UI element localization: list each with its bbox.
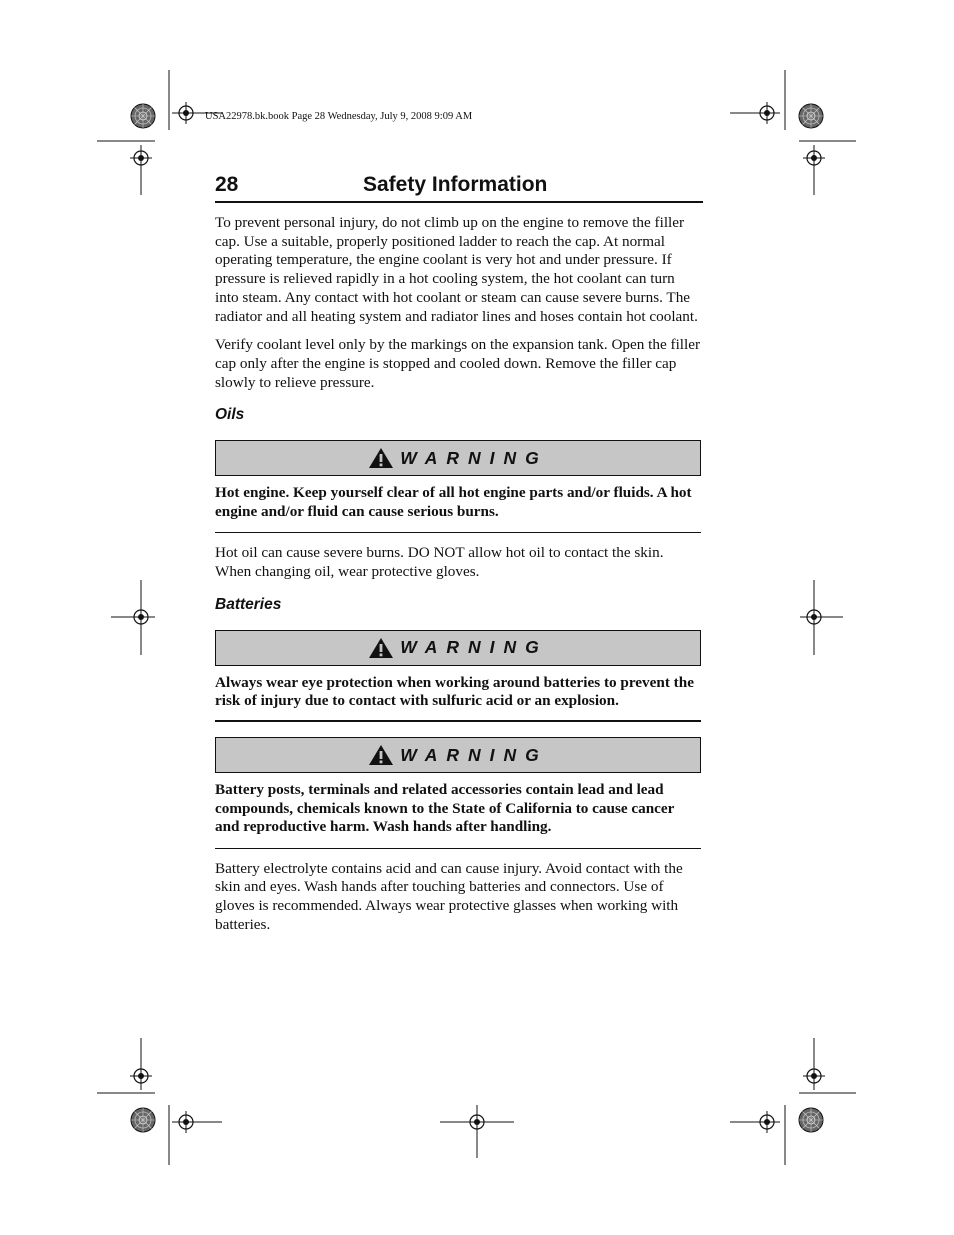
batteries-heading: Batteries — [215, 595, 282, 613]
page-number: 28 — [215, 173, 239, 196]
batteries-paragraph: Battery electrolyte contains acid and can cause injury. Avoid contact with the skin and eyes. Wash hands after touching batteries and connectors. Use of gloves is recommended. Always wear protective glasses when working with batteries. — [215, 859, 683, 933]
warning-label: WARNING — [400, 447, 548, 468]
divider — [215, 720, 701, 722]
warning-triangle-icon — [368, 637, 394, 659]
page-header — [215, 170, 703, 203]
coolant-paragraph-1: To prevent personal injury, do not climb up on the engine to remove the filler cap. Use a suitable, properly positioned ladder to reach the cap. At normal operating temperature, the engine coolant is very hot and under pressure. If pressure is relieved rapidly in a hot cooling system, the hot coolant can turn into steam. Any contact with hot coolant or steam can cause severe burns. The radiator and all heating system and radiator lines and hoses contain hot coolant. — [215, 214, 698, 325]
print-slug: USA22978.bk.book Page 28 Wednesday, July 9, 2008 9:09 AM — [205, 111, 473, 122]
warning-label: WARNING — [400, 637, 548, 658]
warning-triangle-icon — [368, 447, 394, 469]
batteries-warning-text-2: Battery posts, terminals and related accessories contain lead and lead compounds, chemicals known to the State of California to cause cancer and reproductive harm. Wash hands after handling. — [215, 781, 675, 836]
warning-label: WARNING — [400, 744, 548, 765]
batteries-warning-banner-2 — [215, 737, 701, 773]
warning-triangle-icon — [368, 744, 394, 766]
oils-warning-banner — [215, 440, 701, 476]
oils-warning-text: Hot engine. Keep yourself clear of all hot engine parts and/or fluids. A hot engine and/or fluid can cause serious burns. — [215, 484, 692, 520]
divider — [215, 532, 701, 533]
batteries-warning-banner-1 — [215, 630, 701, 666]
divider — [215, 848, 701, 849]
page-content — [215, 214, 701, 944]
page-title: Safety Information — [363, 173, 548, 196]
batteries-warning-text-1: Always wear eye protection when working around batteries to prevent the risk of injury due to contact with sulfuric acid or an explosion. — [215, 673, 694, 709]
oils-heading: Oils — [215, 406, 245, 424]
coolant-paragraph-2: Verify coolant level only by the markings on the expansion tank. Open the filler cap only after the engine is stopped and cooled down. Remove the filler cap slowly to relieve pressure. — [215, 336, 701, 391]
oils-paragraph: Hot oil can cause severe burns. DO NOT allow hot oil to contact the skin. When changing oil, wear protective gloves. — [215, 544, 664, 580]
